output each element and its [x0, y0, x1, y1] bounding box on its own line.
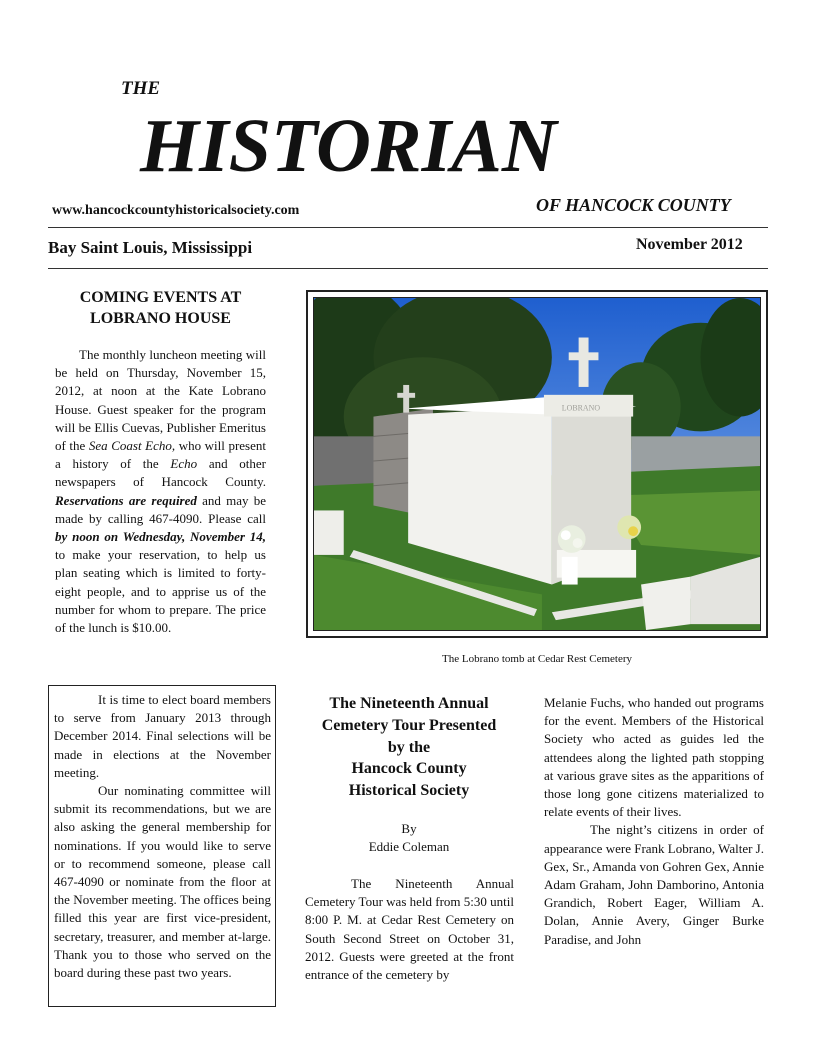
masthead-the: THE: [121, 78, 161, 99]
events-article: [55, 346, 266, 637]
website-url[interactable]: www.hancockcountyhistoricalsociety.com: [52, 203, 300, 218]
byline-by: By: [401, 821, 417, 836]
events-text-3: and other newspapers of Hancock County.: [55, 456, 267, 490]
byline-author: Eddie Coleman: [368, 839, 450, 855]
election-notice-box: [48, 685, 276, 1007]
byline: [302, 820, 516, 856]
masthead-title: HISTORIAN: [140, 104, 557, 188]
location-label: Bay Saint Louis, Mississippi: [48, 238, 253, 257]
masthead-rule-bottom: [48, 268, 768, 269]
tour-article-column-2: [544, 694, 764, 949]
events-heading-line-1: COMING EVENTS AT: [79, 289, 242, 306]
events-heading: [52, 287, 269, 329]
tomb-illustration: [314, 298, 760, 630]
tour-paragraph-1: The Nineteenth Annual Cemetery Tour was held from 5:30 until 8:00 P. M. at Cedar Rest Cemetery on South Second Street on October 31, 2012. Guests were greeted at the front entrance of the cemetery by: [305, 876, 514, 983]
events-text-5: to make your reservation, to help us plan seating which is limited to forty-eight people, and to apprise us of the number for whom to prepare. The price of the lunch is $10.00.: [55, 547, 266, 636]
lobrano-tomb-photo: [313, 297, 761, 631]
photo-frame: [306, 290, 768, 638]
events-paragraph: [55, 346, 266, 637]
election-notice-text: [54, 691, 271, 982]
events-text-4: and may be made by calling 467-4090. Please call: [55, 492, 267, 526]
masthead-subtitle: OF HANCOCK COUNTY: [536, 195, 731, 215]
reservation-deadline: by noon on Wednesday, November 14,: [55, 529, 266, 545]
tour-heading-line-1: The Nineteenth Annual: [329, 695, 489, 712]
events-text-2: who will present a history of the: [55, 438, 266, 472]
paper-name-echo: Echo: [170, 456, 198, 472]
events-text-1: The monthly luncheon meeting will be held on Thursday, November 15, 2012, at noon at the Kate Lobrano House. Guest speaker for the program will be Ellis Cuevas, Publisher Emeritus of the: [55, 347, 266, 454]
masthead-rule-top: [48, 227, 768, 228]
tomb-plaque-text: LOBRANO: [561, 403, 601, 413]
tour-heading-line-3: by the: [387, 738, 431, 756]
election-paragraph-1: It is time to elect board members to serve from January 2013 through December 2014. Final selections will be made in elections at the November meeting.: [54, 692, 271, 780]
tour-paragraph-3: The night’s citizens in order of appearance were Frank Lobrano, Walter J. Gex, Sr., Amanda von Gohren Gex, Annie Adam Graham, John Damborino, Antonia Grandich, Robert Eager, William A. Dolan, Annie Avery, Ginger Burke Paradise, and John: [544, 822, 764, 947]
events-heading-line-2: LOBRANO HOUSE: [90, 310, 231, 327]
tour-heading-line-4: Hancock County: [351, 760, 467, 778]
tour-paragraph-2: Melanie Fuchs, who handed out programs for the event. Members of the Historical Society who acted as guides led the attendees along the lighted path stopping at various grave sites as the apparitions of those long gone citizens materialized to relate events of their lives.: [544, 695, 764, 820]
paper-name-sea-coast-echo: Sea Coast Echo,: [88, 438, 176, 454]
reservations-required: Reservations are required: [55, 492, 197, 508]
issue-date: November 2012: [636, 236, 743, 253]
tour-heading: [302, 693, 516, 802]
tour-article-column-1: [305, 875, 514, 984]
tour-heading-line-2: Cemetery Tour Presented: [321, 716, 497, 734]
tour-heading-line-5: Historical Society: [348, 782, 470, 800]
election-paragraph-2: Our nominating committee will submit its recommendations, but we are also asking the general membership for nominations. If you would like to serve or to recommend someone, please call 467-4090 or nominate from the floor at the November meeting. The offices being filled this year are first vice-president, secretary, treasurer, and member at-large. Thank you to those who served on the board during these past two years.: [54, 783, 271, 981]
photo-caption: The Lobrano tomb at Cedar Rest Cemetery: [442, 653, 632, 665]
